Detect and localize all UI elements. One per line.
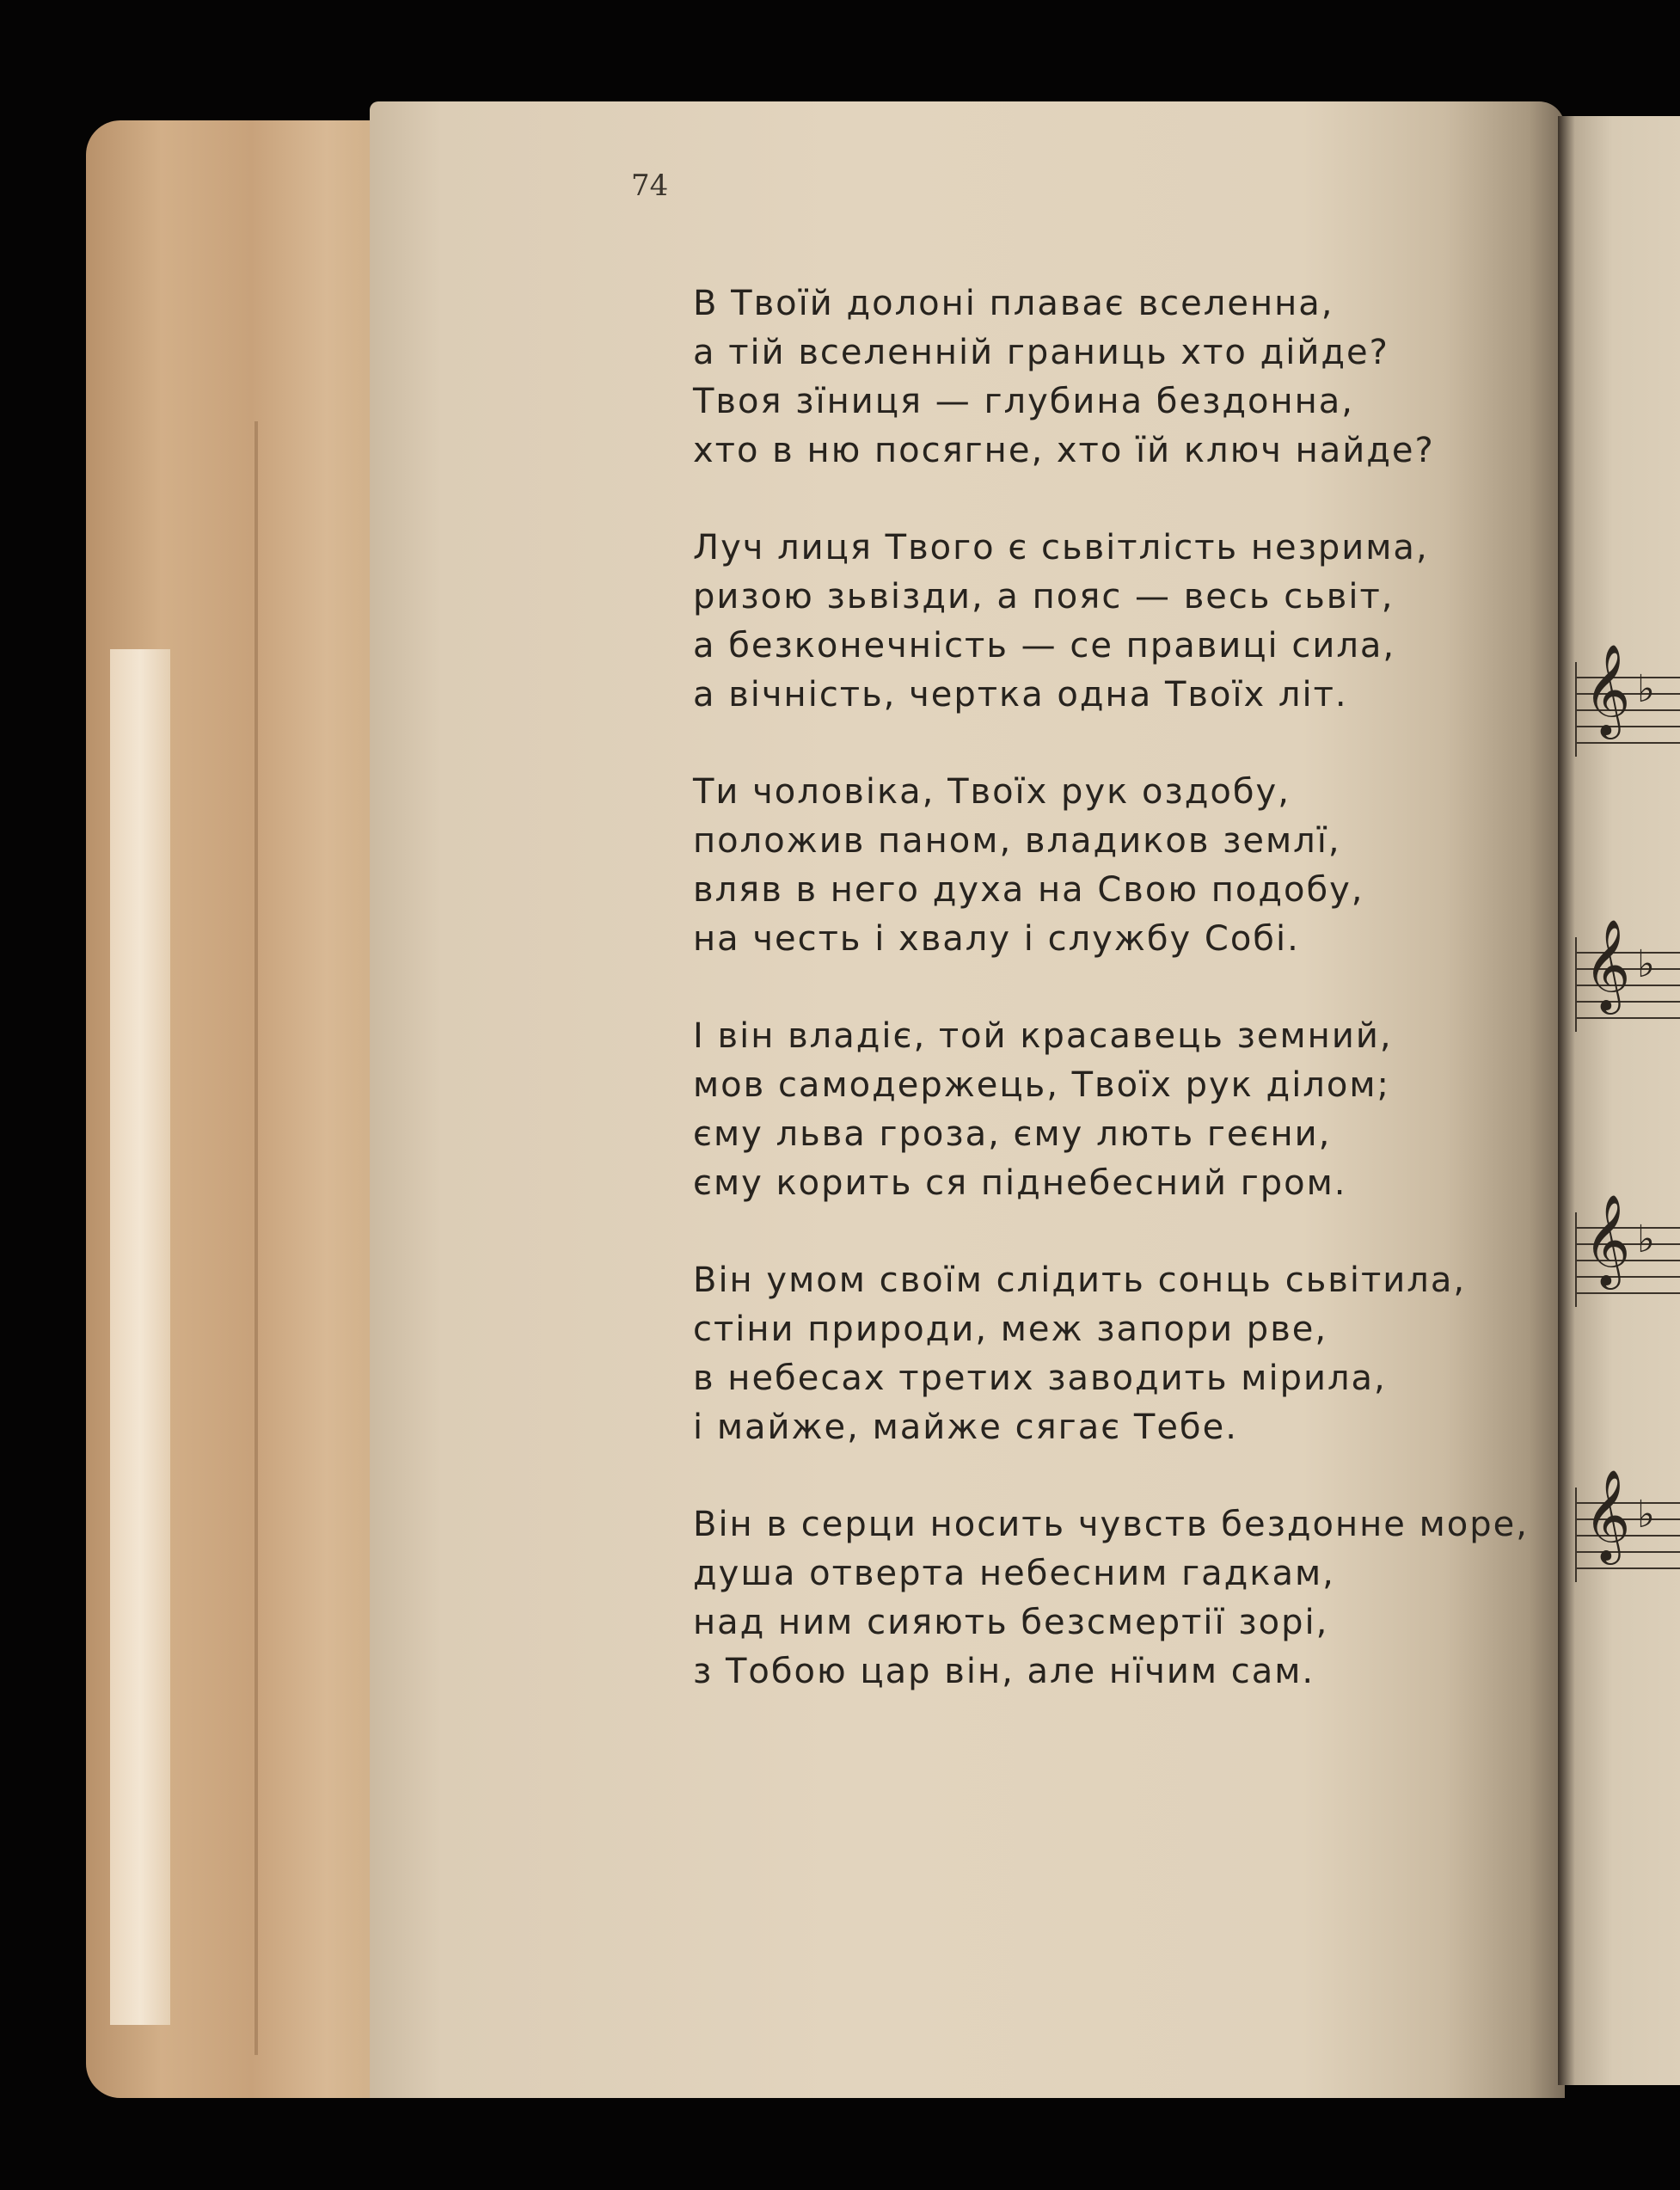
page-edge-line	[254, 421, 258, 2055]
poem-line: положив паном, владиков землї,	[693, 821, 1341, 861]
stanza-4	[693, 1012, 1561, 1208]
poem-line: над ним сияють безсмертії зорі,	[693, 1603, 1329, 1642]
poem-line: на честь і хвалу і службу Собі.	[693, 919, 1300, 959]
poem-line: єму льва гроза, єму лють геєни,	[693, 1114, 1332, 1154]
stanza-5	[693, 1256, 1561, 1452]
poem	[693, 279, 1561, 1745]
page-edge-highlight	[110, 649, 170, 2025]
stanza-2	[693, 524, 1561, 720]
stanza-1	[693, 279, 1561, 475]
poem-line: єму корить ся піднебесний гром.	[693, 1163, 1347, 1203]
staff-fragment	[1575, 918, 1680, 1032]
poem-line: вляв в него духа на Свою подобу,	[693, 870, 1364, 910]
poem-line: в небесах третих заводить мірила,	[693, 1359, 1387, 1398]
poem-line: а безконечність — се правиці сила,	[693, 626, 1396, 666]
treble-clef-icon: 𝄞	[1584, 643, 1631, 735]
flat-sign-icon: ♭	[1637, 1493, 1655, 1537]
treble-clef-icon: 𝄞	[1584, 1469, 1631, 1561]
facing-page	[1558, 116, 1680, 2085]
treble-clef-icon: 𝄞	[1584, 918, 1631, 1010]
treble-clef-icon: 𝄞	[1584, 1193, 1631, 1285]
poem-line: ризою зьвізди, а пояс — весь сьвіт,	[693, 577, 1395, 617]
staff-fragment	[1575, 1193, 1680, 1307]
flat-sign-icon: ♭	[1637, 667, 1655, 711]
poem-line: Він умом своїм слідить сонць сьвітила,	[693, 1261, 1467, 1300]
poem-line: душа отверта небесним гадкам,	[693, 1554, 1335, 1593]
flat-sign-icon: ♭	[1637, 1218, 1655, 1261]
page-number: 74	[631, 169, 669, 203]
poem-line: Луч лиця Твого є сьвітлість незрима,	[693, 528, 1429, 567]
poem-line: стіни природи, меж запори рве,	[693, 1310, 1328, 1349]
staff-fragment	[1575, 1469, 1680, 1582]
poem-line: І він владіє, той красавець земний,	[693, 1016, 1393, 1056]
flat-sign-icon: ♭	[1637, 942, 1655, 986]
poem-line: Твоя зїниця — глубина бездонна,	[693, 382, 1355, 421]
poem-line: з Тобою цар він, але нїчим сам.	[693, 1652, 1315, 1691]
staff-fragment	[1575, 643, 1680, 757]
poem-line: Ти чоловіка, Твоїх рук оздобу,	[693, 772, 1291, 812]
stanza-3	[693, 768, 1561, 964]
poem-line: В Твоїй долоні плаває вселенна,	[693, 284, 1334, 323]
poem-line: хто в ню посягне, хто їй ключ найде?	[693, 431, 1435, 470]
stanza-6	[693, 1500, 1561, 1696]
poem-line: а тій вселенній границь хто дійде?	[693, 333, 1389, 372]
poem-line: а вічність, чертка одна Твоїх літ.	[693, 675, 1348, 715]
poem-line: мов самодержець, Твоїх рук ділом;	[693, 1065, 1390, 1105]
poem-line: Він в серци носить чувств бездонне море,	[693, 1505, 1529, 1544]
poem-line: і майже, майже сягає Тебе.	[693, 1408, 1238, 1447]
